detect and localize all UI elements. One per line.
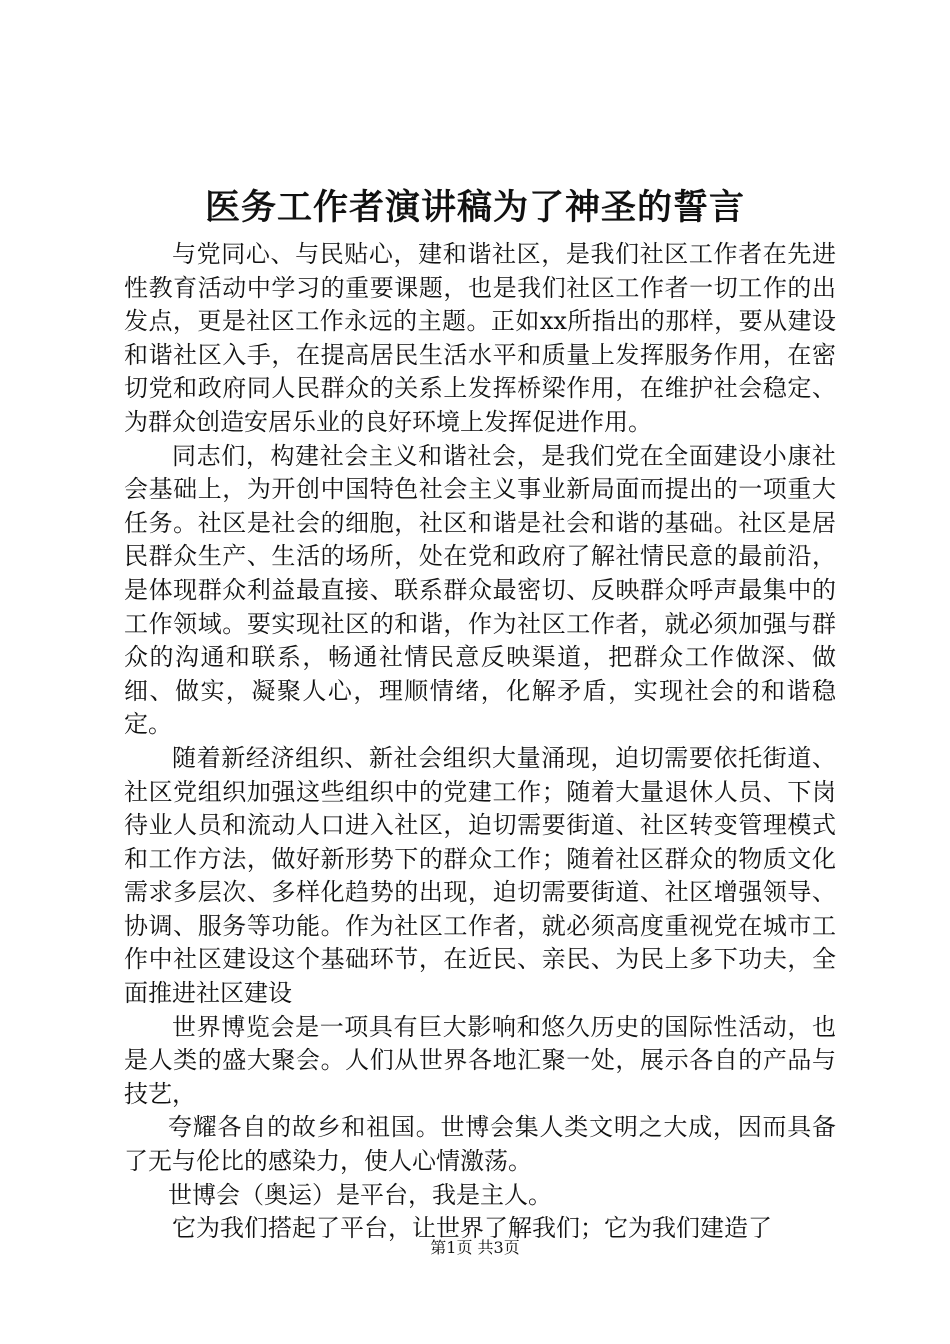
document-body [124, 238, 836, 1246]
paragraph-4: 世界博览会是一项具有巨大影响和悠久历史的国际性活动，也是人类的盛大聚会。人们从世界各地汇聚一处，展示各自的产品与技艺， [124, 1012, 836, 1108]
paragraph-6: 世博会（奥运）是平台，我是主人。 [168, 1180, 552, 1209]
page-footer: 第1页 共3页 [430, 1238, 520, 1257]
paragraph-7: 它为我们搭起了平台，让世界了解我们；它为我们建造了 [172, 1214, 772, 1243]
paragraph-5: 夸耀各自的故乡和祖国。世博会集人类文明之大成，因而具备了无与伦比的感染力，使人心情激荡。 [124, 1113, 836, 1176]
paragraph-3: 随着新经济组织、新社会组织大量涌现，迫切需要依托街道、社区党组织加强这些组织中的党建工作；随着大量退休人员、下岗待业人员和流动人口进入社区，迫切需要街道、社区转变管理模式和工作方法，做好新形势下的群众工作；随着社区群众的物质文化需求多层次、多样化趋势的出现，迫切需要街道、社区增强领导、协调、服务等功能。作为社区工作者，就必须高度重视党在城市工作中社区建设这个基础环节，在近民、亲民、为民上多下功夫，全面推进社区建设 [124, 743, 836, 1008]
paragraph-1: 与党同心、与民贴心，建和谐社区，是我们社区工作者在先进性教育活动中学习的重要课题，也是我们社区工作者一切工作的出发点，更是社区工作永远的主题。正如xx所指出的那样，要从建设和谐社区入手，在提高居民生活水平和质量上发挥服务作用，在密切党和政府同人民群众的关系上发挥桥梁作用，在维护社会稳定、为群众创造安居乐业的良好环境上发挥促进作用。 [124, 240, 836, 436]
document-title: 医务工作者演讲稿为了神圣的誓言 [204, 187, 745, 228]
paragraph-2: 同志们，构建社会主义和谐社会，是我们党在全面建设小康社会基础上，为开创中国特色社会主义事业新局面而提出的一项重大任务。社区是社会的细胞，社区和谐是社会和谐的基础。社区是居民群众生产、生活的场所，处在党和政府了解社情民意的最前沿，是体现群众利益最直接、联系群众最密切、反映群众呼声最集中的工作领域。要实现社区的和谐，作为社区工作者，就必须加强与群众的沟通和联系，畅通社情民意反映渠道，把群众工作做深、做细、做实，凝聚人心，理顺情绪，化解矛盾，实现社会的和谐稳定。 [124, 441, 836, 739]
